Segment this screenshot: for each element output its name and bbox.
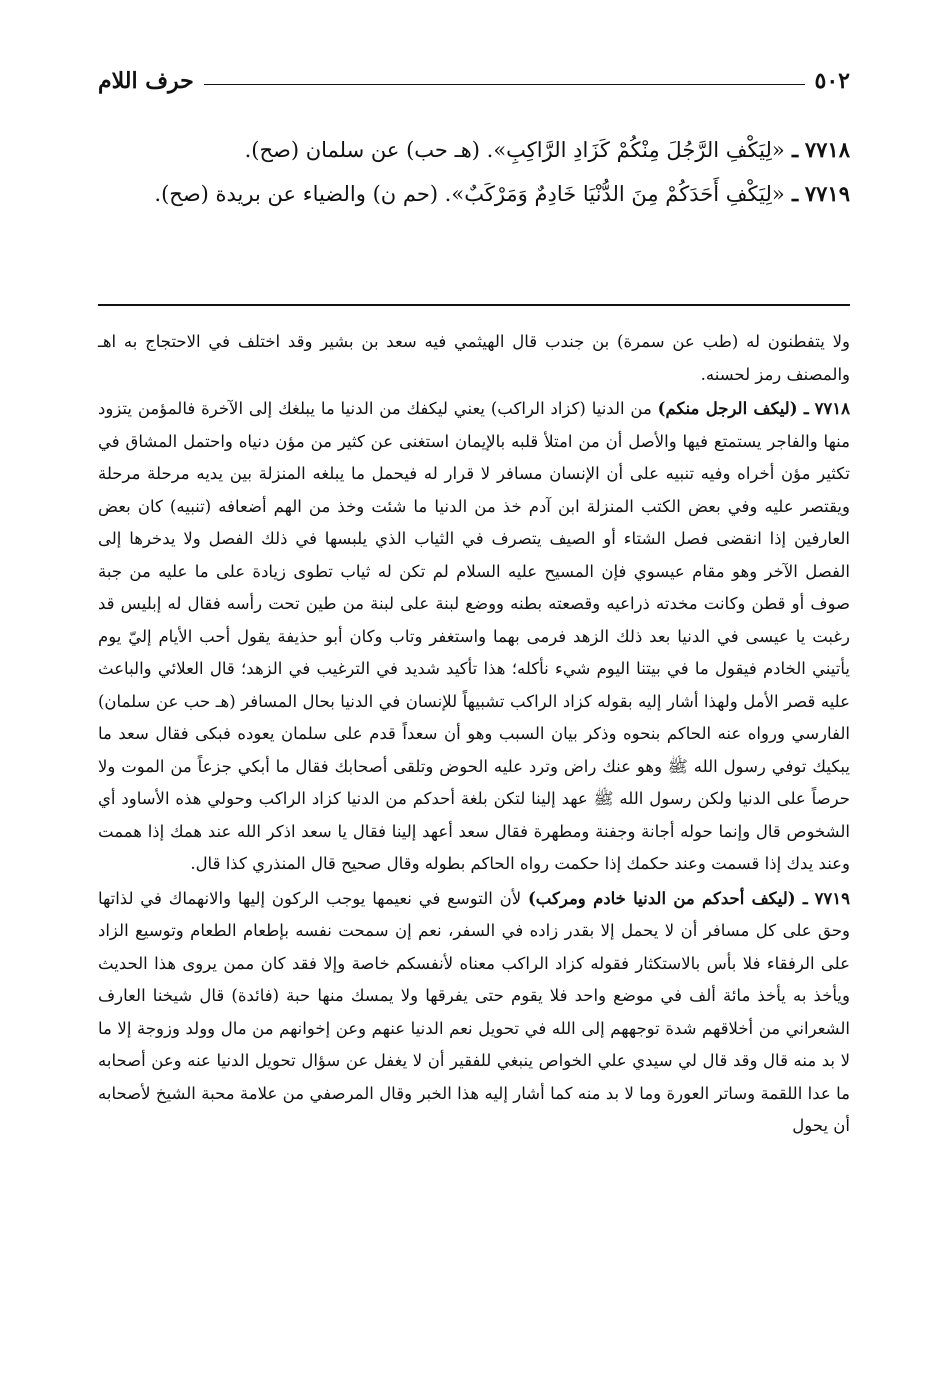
commentary-entry-7718 [98,393,850,881]
hadith-number: ٧٧١٩ [804,181,850,206]
hadith-text: «لِيَكْفِ الرَّجُلَ مِنْكُمْ كَزَادِ الرَّاكِبِ». (هـ حب) عن سلمان (صح). [244,138,785,162]
commentary-intro: ولا يتفطنون له (طب عن سمرة) بن جندب قال الهيثمي فيه سعد بن بشير وقد اختلف في الاحتجاج به اهـ والمصنف رمز لحسنه. [98,332,850,384]
commentary-dash: ـ [797,399,809,418]
commentary-lemma: (ليكف الرجل منكم) [657,399,798,418]
commentary-number: ٧٧١٨ [814,399,851,418]
chapter-title: حرف اللام [98,66,204,96]
hadith-dash: ـ [784,137,799,162]
page-number: ٥٠٢ [805,66,850,96]
footnote-divider [98,304,850,306]
commentary-dash: ـ [795,888,808,908]
hadith-7719 [98,172,850,216]
header-rule [98,84,850,85]
commentary-text: لأن التوسع في نعيمها يوجب الركون إليها والانهماك في لذاتها وحق على كل مسافر أن لا يحمل إلا بقدر زاده في السفر، نعم إن سمحت نفسه بإطعام الطعام وتوسيع الزاد على الرفقاء فلا بأس بالاستكثار فقوله كزاد الراكب معناه لأنفسكم خاصة وإلا فقد كان ممن يروى هذا الحديث ويأخذ به يأخذ مائة ألف في موضع واحد فلا يقوم حتى يفرقها ولا يمسك منها حبة (فائدة) قال شيخنا العارف الشعراني من أخلاقهم شدة توجههم إلى الله في تحويل نعم الدنيا عنهم وعن إخوانهم من مال وولد وزوجة إلا ما لا بد منه قال وقد قال لي سيدي علي الخواص ينبغي للفقير أن لا يغفل عن سؤال تحويل الدنيا عنه وعن أصحابه ما عدا اللقمة وساتر العورة وما لا بد منه كما أشار إليه هذا الخبر وقال المرصفي من علامة محبة الشيخ لأصحابه أن يحول [98,888,850,1135]
commentary-number: ٧٧١٩ [814,888,851,908]
page-header [98,66,850,100]
commentary-entry-7719 [98,883,850,1143]
commentary-text: من الدنيا (كزاد الراكب) يعني ليكفك من الدنيا ما يبلغك إلى الآخرة فالمؤمن يتزود منها والفاجر يستمتع فيها والأصل أن من امتلأ قلبه بالإيمان استغنى عن كثير من مؤن دنياه واحتمل المشاق في تكثير مؤن أخراه وفيه تنبيه على أن الإنسان مسافر لا قرار له فيحمل ما يبلغه المنزلة بين يديه مرحلة مرحلة ويقتصر عليه وفي بعض الكتب المنزلة ابن آدم خذ من الدنيا ما شئت وخذ من الهم أضعافه (تنبيه) كان بعض العارفين إذا انقضى فصل الشتاء أو الصيف يتصرف في الثياب الذي يلبسها في ذلك الفصل ولا يدخرها إلى الفصل الآخر وهو مقام عيسوي فإن المسيح عليه السلام لم تكن له ثياب تطوى زيادة على ما عليه من جبة صوف أو قطن وكانت مخدته ذراعيه وقصعته بطنه ووضع لبنة على لبنة من طين تحت رأسه فقال له إبليس قد رغبت يا عيسى في الدنيا بعد ذلك الزهد فرمى بهما واستغفر وتاب وكان أبو حذيفة يقول أحب الأيام إليّ يوم يأتيني الخادم فيقول ما في بيتنا اليوم شيء نأكله؛ هذا تأكيد شديد في الترغيب في الزهد؛ قال العلائي والباعث عليه قصر الأمل ولهذا أشار إليه بقوله كزاد الراكب تشبيهاً للإنسان في الدنيا بحال المسافر (هـ حب عن سلمان) الفارسي ورواه عنه الحاكم بنحوه وذكر بيان السبب وهو أن سعداً قدم على سلمان يعوده فبكى فقال سعد ما يبكيك توفي رسول الله ﷺ وهو عنك راض وترد عليه الحوض وتلقى أصحابك فقال ما أبكي جزعاً من الموت ولا حرصاً على الدنيا ولكن رسول الله ﷺ عهد إلينا لتكن بلغة أحدكم من الدنيا كزاد الراكب وحولي هذه الأساود أي الشخوص قال وإنما حوله أجانة وجفنة ومطهرة فقال سعد أعهد إلينا فقال يا سعد اذكر الله عند همك إذا هممت وعند يدك إذا قسمت وعند حكمك إذا حكمت رواه الحاكم بطوله وقال صحيح قال المنذري كذا قال. [98,399,850,873]
hadith-7718 [98,128,850,172]
hadith-text-block [98,128,850,216]
commentary-block [98,326,850,1143]
commentary-lemma: (ليكف أحدكم من الدنيا خادم ومركب) [528,888,796,908]
hadith-number: ٧٧١٨ [804,137,850,162]
hadith-dash: ـ [784,181,799,206]
hadith-text: «لِيَكْفِ أَحَدَكُمْ مِنَ الدُّنْيَا خَادِمٌ وَمَرْكَبٌ». (حم ن) والضياء عن بريدة (صح). [154,182,785,206]
